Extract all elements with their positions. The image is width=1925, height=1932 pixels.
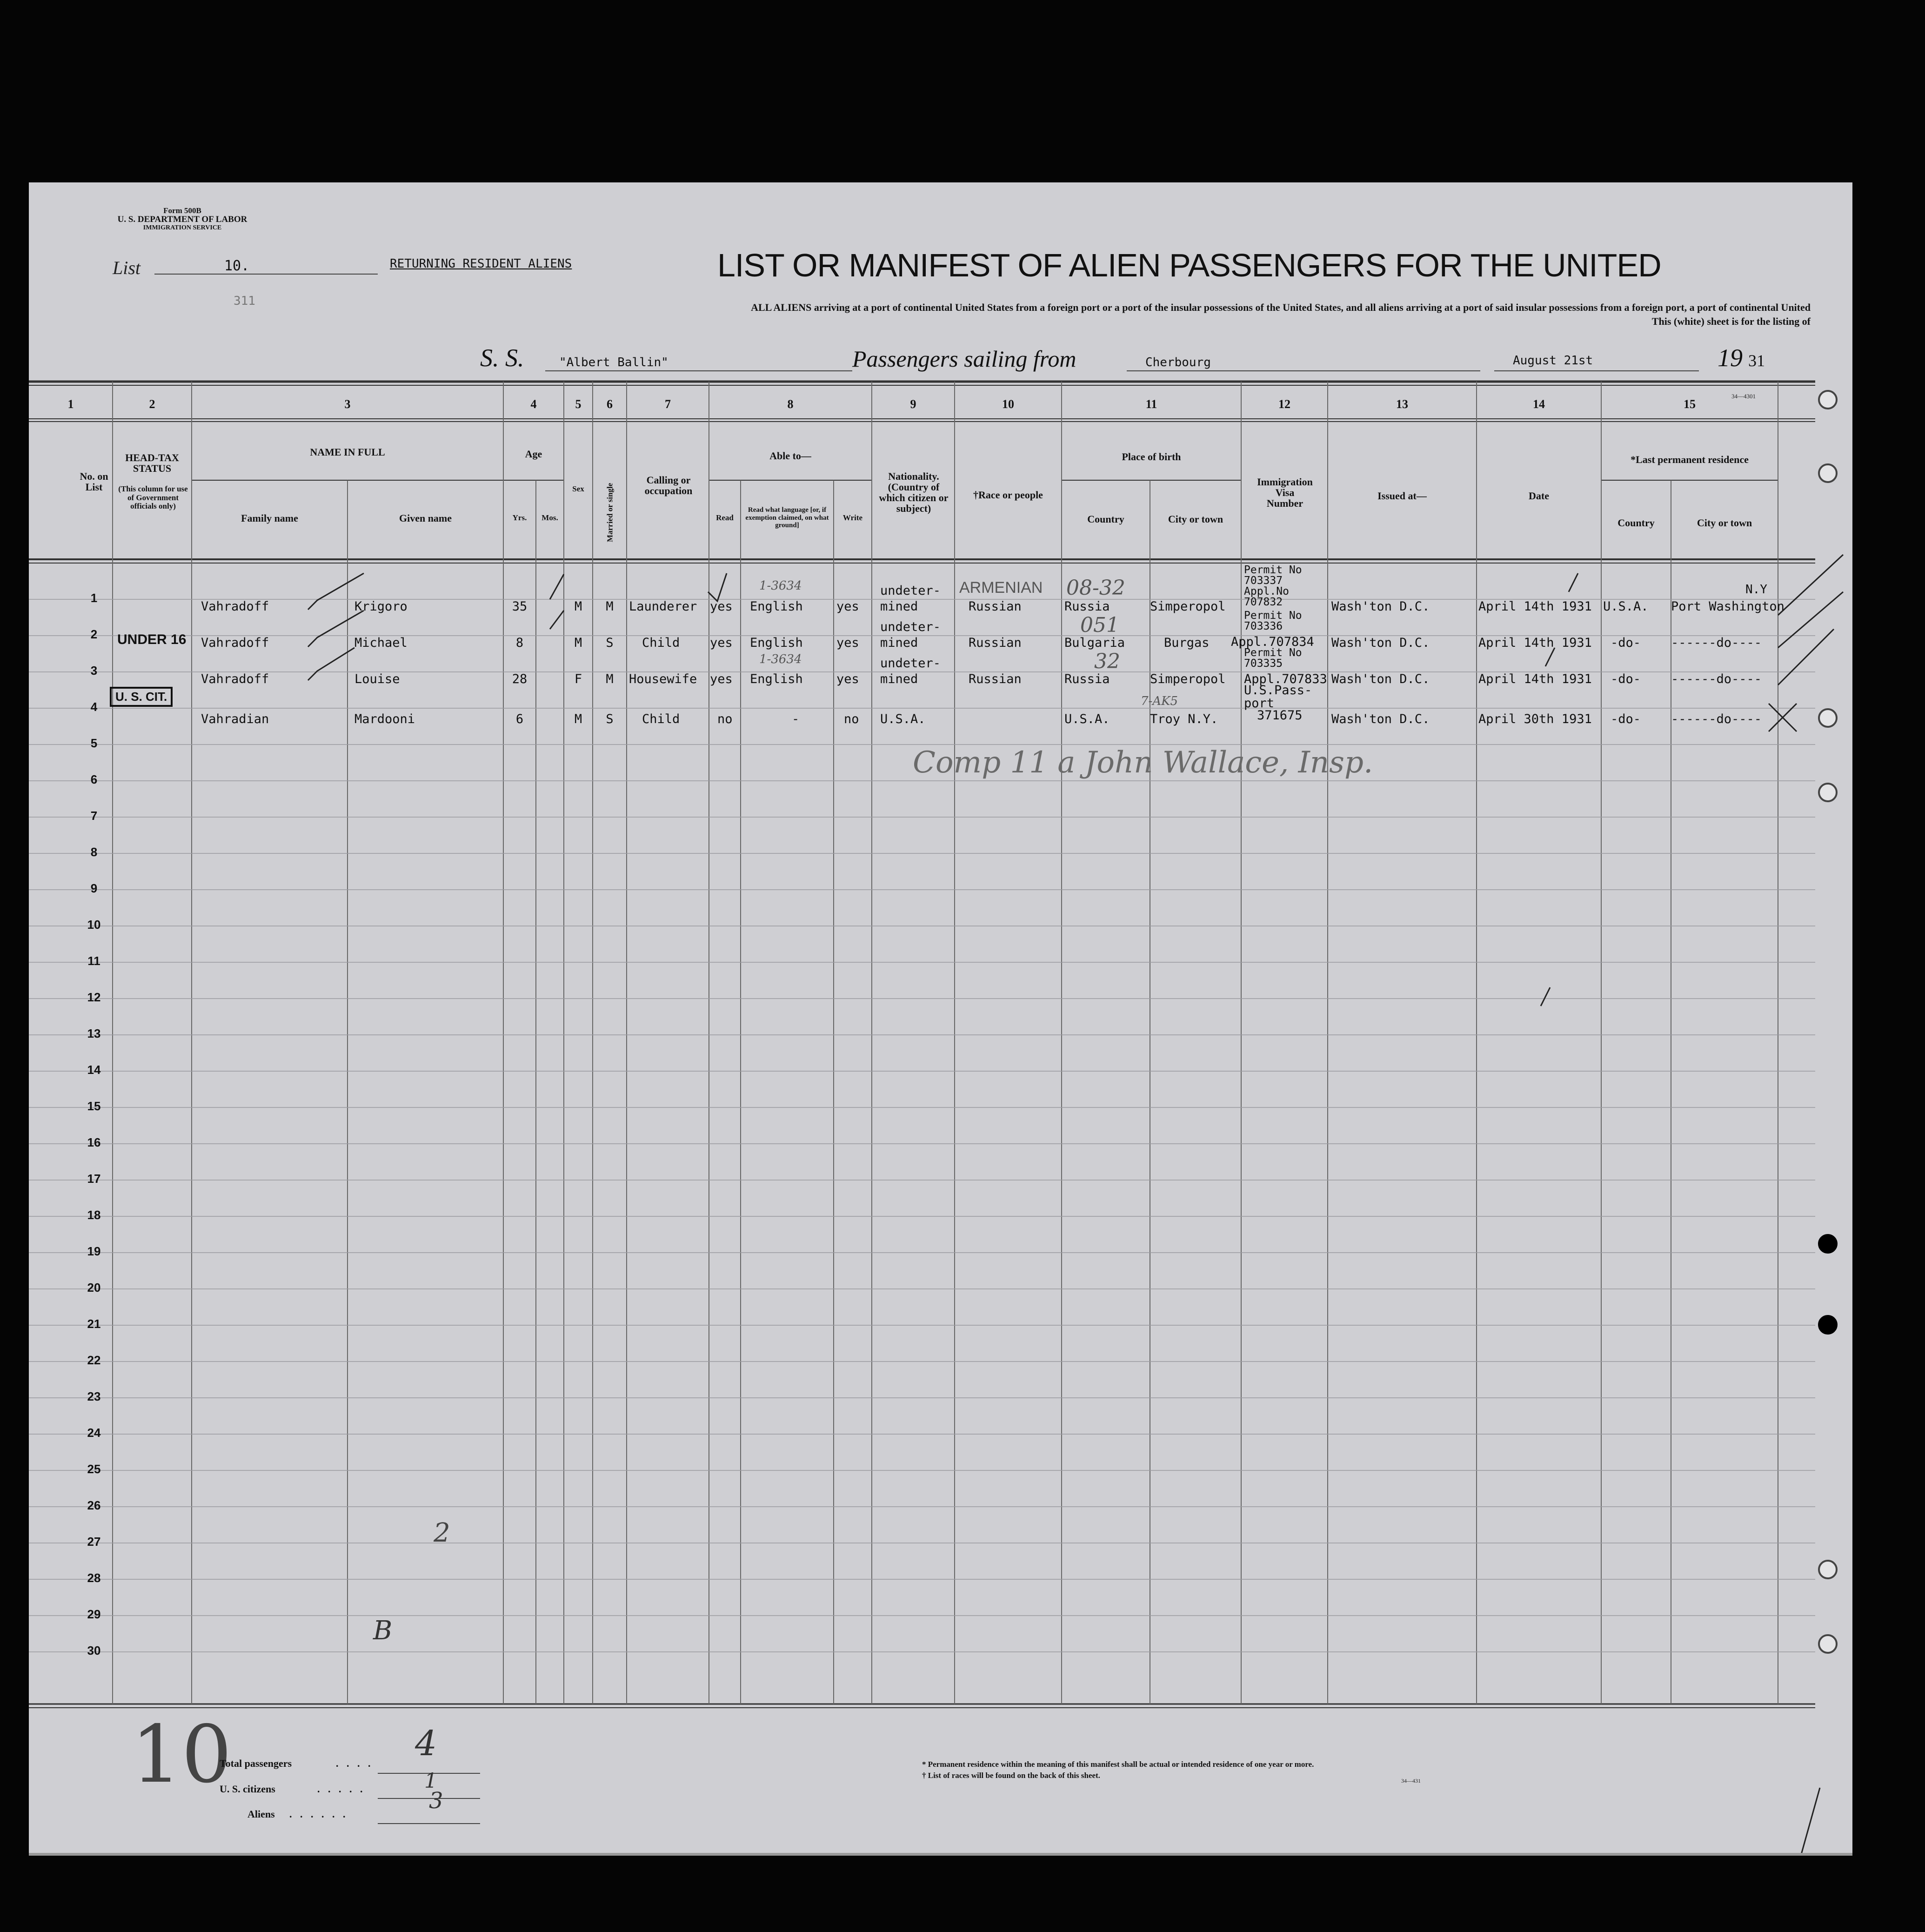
row-number: 26 — [87, 1498, 101, 1512]
passenger-visa: Appl.707833 — [1244, 672, 1327, 686]
passenger-visa: 703335 — [1244, 657, 1283, 670]
col-num-4: 4 — [530, 397, 537, 411]
total-passengers-label: Total passengers — [220, 1758, 292, 1769]
binder-hole — [1818, 708, 1838, 728]
row-number: 19 — [87, 1244, 101, 1258]
binder-hole — [1818, 783, 1838, 802]
passenger-birth-country: U.S.A. — [1064, 712, 1110, 726]
passenger-race: Russian — [969, 672, 1022, 686]
row-number: 11 — [87, 954, 100, 968]
hdr-sex: Sex — [572, 484, 584, 493]
row-number: 16 — [87, 1135, 101, 1149]
passenger-family-name: Vahradoff — [201, 672, 269, 686]
row-number: 7 — [90, 809, 98, 823]
passenger-birth-country: Russia — [1064, 672, 1110, 686]
passenger-res-city: ------do---- — [1671, 636, 1762, 650]
row-number: 30 — [87, 1644, 101, 1657]
hdr-given-name: Given name — [399, 512, 452, 524]
list-type: RETURNING RESIDENT ALIENS — [390, 257, 572, 271]
corner-code: 34—4301 — [1731, 393, 1756, 400]
passenger-age: 8 — [515, 636, 524, 650]
passenger-visa: 703337 — [1244, 575, 1283, 587]
leader-dots: . . . . . — [317, 1783, 366, 1795]
hdr-write: Write — [842, 513, 863, 522]
row-number: 27 — [87, 1535, 101, 1549]
row-number: 12 — [87, 990, 101, 1004]
passenger-issue-date: April 30th 1931 — [1478, 712, 1592, 726]
subtitle-line2: This (white) sheet is for the listing of — [1651, 315, 1811, 327]
hdr-birth-city: City or town — [1168, 513, 1223, 525]
subtitle-line1: ALL ALIENS arriving at a port of continental United States from a foreign port or a port of the insular possessions of the United States, and all aliens arriving at a port of said insular possessions from a foreign port, a port of continental United — [751, 302, 1811, 313]
passenger-sex: F — [574, 672, 582, 686]
footnote-residence: * Permanent residence within the meaning of this manifest shall be actual or intended residence of one year or more. — [922, 1760, 1314, 1769]
hdr-read: Read — [716, 513, 734, 522]
passenger-res-country: -do- — [1611, 636, 1641, 650]
row-number: 15 — [87, 1099, 101, 1113]
passenger-sex: M — [574, 712, 582, 726]
passenger-issue-date: April 14th 1931 — [1478, 599, 1592, 614]
hdr-read-language: Read what language [or, if exemption claimed, on what ground] — [745, 506, 829, 529]
hdr-res-country: Country — [1618, 517, 1655, 529]
col-num-3: 3 — [344, 397, 351, 411]
year-prefix: 19 — [1718, 344, 1743, 372]
hdr-yrs: Yrs. — [512, 513, 527, 522]
passenger-res-country: -do- — [1611, 712, 1641, 726]
residence-state: N.Y — [1745, 583, 1767, 597]
col-num-7: 7 — [665, 397, 671, 411]
hdr-name-in-full: NAME IN FULL — [310, 446, 385, 458]
aliens-underline — [378, 1823, 480, 1824]
service: IMMIGRATION SERVICE — [143, 224, 222, 231]
col-num-8: 8 — [787, 397, 794, 411]
row-number: 22 — [87, 1353, 101, 1367]
footnote-races: † List of races will be found on the back of this sheet. — [922, 1771, 1100, 1780]
manifest-grid — [29, 182, 1852, 1853]
code-annotation: 051 — [1080, 613, 1119, 637]
passenger-birth-country: Russia — [1064, 599, 1110, 614]
passenger-read: yes — [710, 636, 733, 650]
row29-mark: B — [373, 1616, 393, 1646]
row-number: 4 — [90, 700, 98, 714]
passenger-sex: M — [574, 636, 582, 650]
row27-mark: 2 — [434, 1518, 450, 1548]
hdr-res-city: City or town — [1697, 517, 1752, 529]
passenger-issued-at: Wash'ton D.C. — [1331, 636, 1430, 650]
passenger-given-name: Krigoro — [354, 599, 408, 614]
us-citizens-label: U. S. citizens — [220, 1783, 275, 1795]
passenger-occupation: Housewife — [629, 672, 697, 686]
binder-hole — [1818, 1634, 1838, 1654]
hdr-mos: Mos. — [541, 513, 558, 522]
sailing-label: Passengers sailing from — [852, 346, 1076, 372]
ss-label: S. S. — [480, 344, 524, 372]
passenger-family-name: Vahradian — [201, 712, 269, 726]
hdr-age: Age — [525, 448, 542, 460]
binder-hole — [1818, 390, 1838, 409]
passenger-birth-country: Bulgaria — [1064, 636, 1125, 650]
row-number: 2 — [90, 627, 98, 641]
row-number: 29 — [87, 1607, 101, 1621]
sailing-date: August 21st — [1513, 354, 1593, 368]
total-passengers-value: 4 — [415, 1724, 437, 1764]
passenger-occupation: Child — [642, 712, 680, 726]
passenger-birth-city: Troy N.Y. — [1150, 712, 1218, 726]
passenger-birth-city: Burgas — [1164, 636, 1210, 650]
passenger-res-country: -do- — [1611, 672, 1641, 686]
margin-number: 10 — [131, 1709, 232, 1801]
passenger-age: 28 — [512, 672, 528, 686]
passenger-married: S — [606, 636, 614, 650]
passenger-birth-city: Simperopol — [1150, 599, 1226, 614]
passenger-language: - — [792, 712, 800, 726]
passenger-given-name: Michael — [354, 636, 408, 650]
passenger-family-name: Vahradoff — [201, 599, 269, 614]
hdr-head-tax: HEAD-TAX STATUS — [125, 452, 179, 475]
passenger-nationality-cont: mined — [880, 672, 918, 686]
passenger-res-city: ------do---- — [1671, 712, 1762, 726]
passenger-visa: Appl.No — [1244, 585, 1289, 597]
us-citizens-value: 1 — [424, 1769, 437, 1793]
hdr-family-name: Family name — [241, 512, 298, 524]
list-mark: 311 — [234, 294, 255, 308]
row-number: 3 — [90, 664, 98, 678]
passenger-nationality: undeter- — [880, 584, 941, 598]
row-number: 23 — [87, 1389, 101, 1403]
read-code-annotation: 1-3634 — [759, 652, 802, 666]
hdr-race: †Race or people — [973, 489, 1043, 501]
passenger-write: yes — [836, 672, 859, 686]
passenger-race: Russian — [969, 599, 1022, 614]
passenger-birth-city: Simperopol — [1150, 672, 1226, 686]
passenger-issued-at: Wash'ton D.C. — [1331, 712, 1430, 726]
passenger-nationality: undeter- — [880, 620, 941, 634]
col-num-2: 2 — [149, 397, 155, 411]
passenger-nationality: U.S.A. — [880, 712, 926, 726]
hdr-calling: Calling or occupation — [644, 474, 693, 497]
code-annotation: 08-32 — [1066, 576, 1125, 600]
inspector-signature: Comp 11 a John Wallace, Insp. — [913, 745, 1373, 780]
passenger-write: yes — [836, 599, 859, 614]
col-num-1: 1 — [67, 397, 74, 411]
passenger-visa: port — [1244, 696, 1275, 711]
row-number: 9 — [90, 881, 98, 895]
form-number: Form 500B — [163, 206, 201, 215]
binder-hole — [1818, 1560, 1838, 1579]
leader-dots: . . . . . . — [289, 1808, 348, 1820]
passenger-visa: 703336 — [1244, 620, 1283, 632]
passenger-married: M — [606, 672, 614, 686]
binder-hole — [1818, 463, 1838, 483]
col-num-12: 12 — [1278, 397, 1290, 411]
leader-dots: . . . . — [336, 1758, 374, 1769]
read-code-annotation: 1-3634 — [759, 579, 802, 593]
passenger-res-city: Port Washington — [1671, 599, 1785, 614]
passenger-language: English — [750, 672, 803, 686]
passenger-race: Russian — [969, 636, 1022, 650]
race-annotation: ARMENIAN — [959, 579, 1043, 597]
col-num-6: 6 — [607, 397, 613, 411]
hdr-able-to: Able to— — [769, 450, 811, 462]
passenger-issued-at: Wash'ton D.C. — [1331, 672, 1430, 686]
col-num-10: 10 — [1002, 397, 1014, 411]
code-annotation: 32 — [1094, 650, 1120, 673]
hdr-birth-country: Country — [1087, 513, 1124, 525]
passenger-given-name: Mardooni — [354, 712, 415, 726]
passenger-age: 6 — [515, 712, 524, 726]
row-number: 24 — [87, 1426, 101, 1440]
aliens-value: 3 — [429, 1788, 443, 1814]
hdr-married: Married or single — [605, 483, 615, 542]
row-number: 14 — [87, 1063, 101, 1077]
passenger-visa: U.S.Pass- — [1244, 683, 1312, 698]
passenger-issue-date: April 14th 1931 — [1478, 636, 1592, 650]
list-label: List — [113, 257, 141, 278]
row-number: 25 — [87, 1462, 101, 1476]
hdr-no-on-list: No. on List — [80, 470, 108, 493]
passenger-married: S — [606, 712, 614, 726]
aliens-label: Aliens — [247, 1808, 275, 1820]
passenger-age: 35 — [512, 599, 528, 614]
passenger-read: yes — [710, 599, 733, 614]
row-number: 21 — [87, 1317, 101, 1331]
row-number: 5 — [90, 736, 98, 750]
row-number: 10 — [87, 918, 101, 932]
hdr-last-residence: *Last permanent residence — [1631, 454, 1749, 465]
manifest-title: LIST OR MANIFEST OF ALIEN PASSENGERS FOR THE UNITED — [717, 247, 1661, 283]
passenger-res-country: U.S.A. — [1603, 599, 1649, 614]
col-num-11: 11 — [1145, 397, 1157, 411]
passenger-write: yes — [836, 636, 859, 650]
col-num-5: 5 — [575, 397, 582, 411]
passenger-nationality-cont: mined — [880, 599, 918, 614]
row-number: 8 — [90, 845, 98, 859]
passenger-visa: 707832 — [1244, 596, 1283, 608]
row-number: 28 — [87, 1571, 101, 1585]
hdr-visa: Immigration Visa Number — [1257, 476, 1313, 510]
binder-hole — [1818, 1234, 1838, 1254]
port-name: Cherbourg — [1145, 356, 1211, 369]
row-number: 1 — [90, 591, 98, 605]
passenger-visa: Permit No — [1244, 564, 1302, 576]
passenger-issue-date: April 14th 1931 — [1478, 672, 1592, 686]
passenger-read: no — [717, 712, 733, 726]
col-num-13: 13 — [1396, 397, 1408, 411]
ship-name: "Albert Ballin" — [559, 356, 668, 369]
list-number: 10. — [224, 258, 250, 274]
hdr-issued-at: Issued at— — [1377, 490, 1427, 502]
hdr-head-tax-note: (This column for use of Government officials only) — [118, 484, 188, 511]
passenger-family-name: Vahradoff — [201, 636, 269, 650]
passenger-visa: Permit No — [1244, 610, 1302, 622]
birth-annotation: 7-AK5 — [1141, 694, 1178, 708]
passenger-language: English — [750, 599, 803, 614]
passenger-issued-at: Wash'ton D.C. — [1331, 599, 1430, 614]
hdr-issue-date: Date — [1529, 490, 1549, 502]
footer-code: 34—431 — [1401, 1778, 1421, 1784]
col-num-14: 14 — [1533, 397, 1545, 411]
row-number: 6 — [90, 772, 98, 786]
passenger-married: M — [606, 599, 614, 614]
row-number: 17 — [87, 1172, 101, 1186]
passenger-visa: Permit No — [1244, 647, 1302, 659]
passenger-write: no — [844, 712, 859, 726]
passenger-sex: M — [574, 599, 582, 614]
passenger-visa: 371675 — [1257, 708, 1303, 723]
col-num-9: 9 — [910, 397, 916, 411]
passenger-language: English — [750, 636, 803, 650]
head-tax-status: UNDER 16 — [117, 632, 187, 647]
passenger-visa: Appl.707834 — [1231, 635, 1314, 649]
year-suffix: 31 — [1748, 351, 1765, 370]
passenger-res-city: ------do---- — [1671, 672, 1762, 686]
col-num-15: 15 — [1684, 397, 1696, 411]
passenger-occupation: Launderer — [629, 599, 697, 614]
us-citizen-stamp: U. S. CIT. — [110, 687, 173, 707]
passenger-nationality-cont: mined — [880, 636, 918, 650]
hdr-place-of-birth: Place of birth — [1122, 451, 1181, 463]
passenger-occupation: Child — [642, 636, 680, 650]
row-number: 18 — [87, 1208, 101, 1222]
row-number: 20 — [87, 1281, 101, 1295]
row-number: 13 — [87, 1026, 101, 1040]
binder-hole — [1818, 1315, 1838, 1335]
hdr-nationality: Nationality. (Country of which citizen or subject) — [879, 470, 949, 515]
passenger-read: yes — [710, 672, 733, 686]
passenger-given-name: Louise — [354, 672, 400, 686]
manifest-sheet — [29, 182, 1852, 1856]
department: U. S. DEPARTMENT OF LABOR — [117, 215, 247, 224]
passenger-nationality: undeter- — [880, 656, 941, 671]
